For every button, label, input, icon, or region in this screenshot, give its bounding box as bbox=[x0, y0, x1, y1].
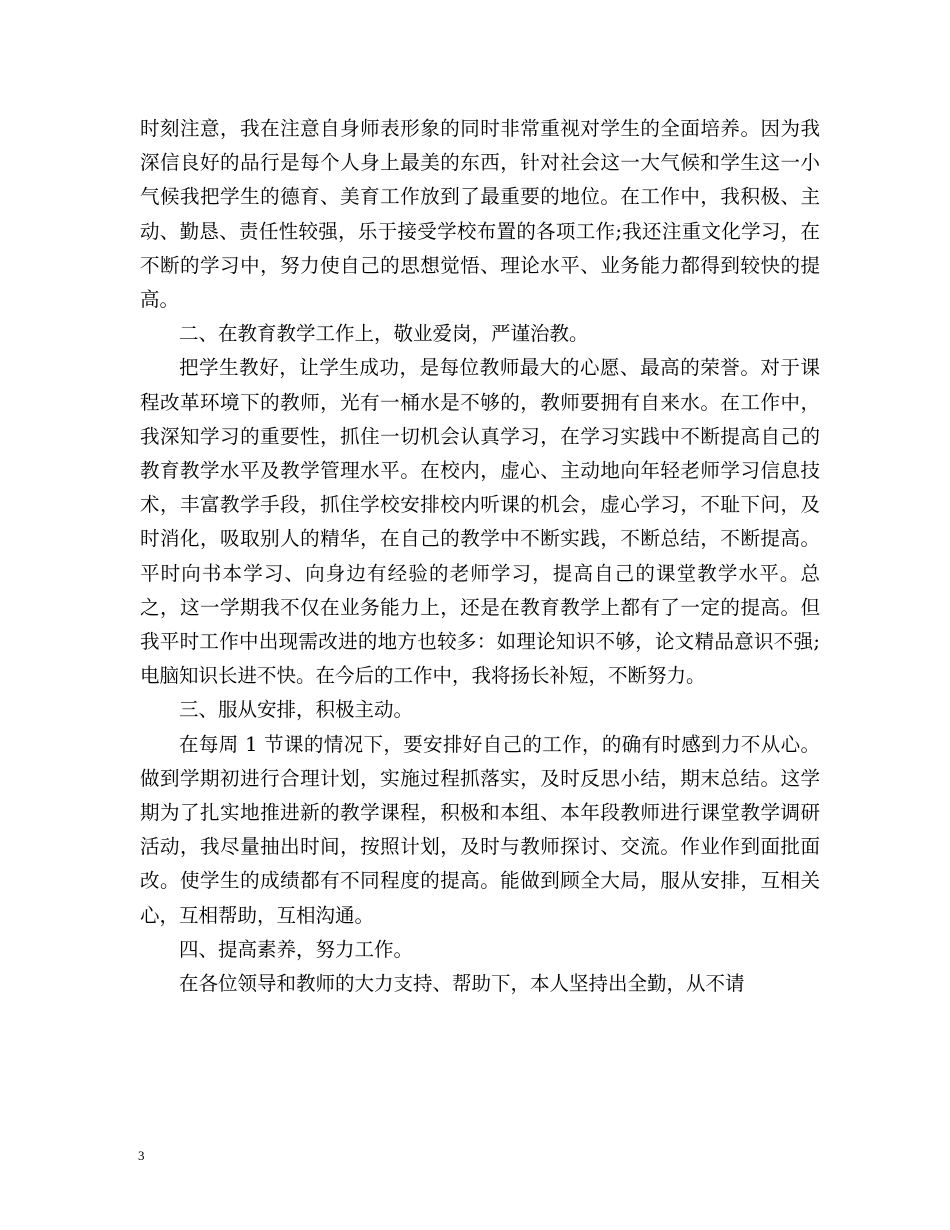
paragraph-3: 在每周 1 节课的情况下，要安排好自己的工作，的确有时感到力不从心。做到学期初进行合理计划，实施过程抓落实，及时反思小结，期末总结。这学期为了扎实地推进新的教学课程，积极和本组、本年段教师进行课堂教学调研活动，我尽量抽出时间，按照计划，及时与教师探讨、交流。作业作到面批面改。使学生的成绩都有不同程度的提高。能做到顾全大局，服从安排，互相关心，互相帮助，互相沟通。 bbox=[140, 732, 820, 927]
paragraph-1: 时刻注意，我在注意自身师表形象的同时非常重视对学生的全面培养。因为我深信良好的品行是每个人身上最美的东西，针对社会这一大气候和学生这一小气候我把学生的德育、美育工作放到了最重要的地位。在工作中，我积极、主动、勤恳、责任性较强，乐于接受学校布置的各项工作;我还注重文化学习，在不断的学习中，努力使自己的思想觉悟、理论水平、业务能力都得到较快的提高。 bbox=[140, 117, 820, 312]
paragraph-4: 在各位领导和教师的大力支持、帮助下，本人坚持出全勤，从不请 bbox=[179, 972, 745, 996]
page-number: 3 bbox=[138, 1148, 145, 1163]
paragraph-2: 把学生教好，让学生成功，是每位教师最大的心愿、最高的荣誉。对于课程改革环境下的教师，光有一桶水是不够的，教师要拥有自来水。在工作中，我深知学习的重要性，抓住一切机会认真学习，在学习实践中不断提高自己的教育教学水平及教学管理水平。在校内，虚心、主动地向年轻老师学习信息技术，丰富教学手段，抓住学校安排校内听课的机会，虚心学习，不耻下问，及时消化，吸取别人的精华，在自己的教学中不断实践，不断总结，不断提高。平时向书本学习、向身边有经验的老师学习，提高自己的课堂教学水平。总之，这一学期我不仅在业务能力上，还是在教育教学上都有了一定的提高。但我平时工作中出现需改进的地方也较多：如理论知识不够，论文精品意识不强;电脑知识长进不快。在今后的工作中，我将扬长补短，不断努力。 bbox=[140, 356, 820, 688]
section-heading-2: 二、在教育教学工作上，敬业爱岗，严谨治教。 bbox=[179, 322, 589, 346]
document-body bbox=[140, 112, 820, 1001]
section-heading-3: 三、服从安排，积极主动。 bbox=[179, 698, 414, 722]
section-heading-4: 四、提高素养，努力工作。 bbox=[179, 937, 414, 961]
